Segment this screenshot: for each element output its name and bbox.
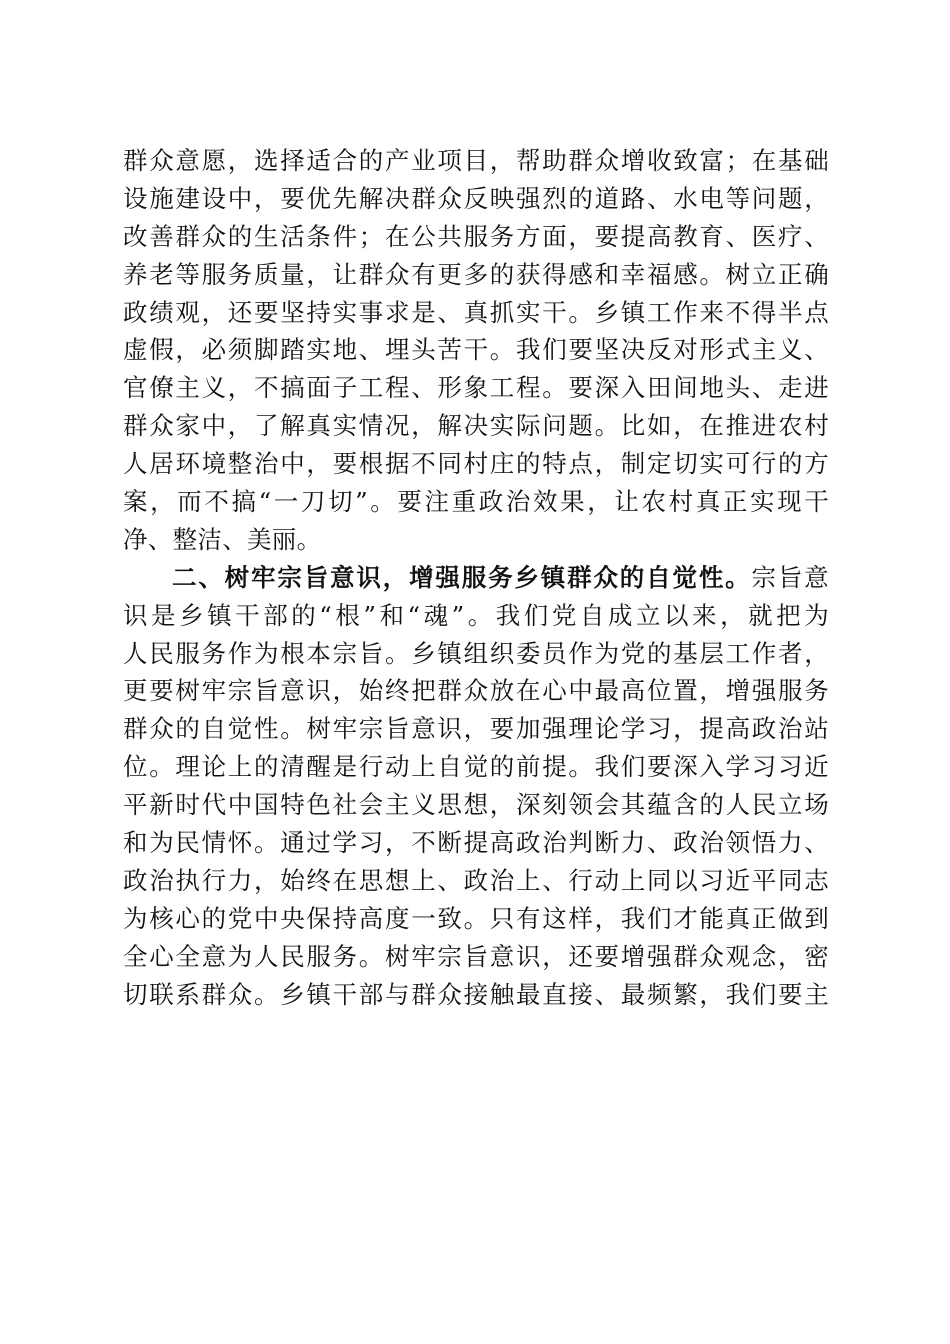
paragraph-1 (123, 142, 829, 559)
text-line: 平新时代中国特色社会主义思想，深刻领会其蕴含的人民立场 (123, 790, 829, 820)
text-line: 人居环境整治中，要根据不同村庄的特点，制定切实可行的方 (123, 449, 829, 479)
paragraph-first-line (123, 559, 829, 597)
text-line: 官僚主义，不搞面子工程、形象工程。要深入田间地头、走进 (123, 373, 829, 403)
text-line: 改善群众的生活条件；在公共服务方面，要提高教育、医疗、 (123, 221, 829, 251)
text-line: 群众家中，了解真实情况，解决实际问题。比如，在推进农村 (123, 411, 829, 441)
text-line: 虚假，必须脚踏实地、埋头苦干。我们要坚决反对形式主义、 (123, 335, 829, 365)
text-line: 群众的自觉性。树牢宗旨意识，要加强理论学习，提高政治站 (123, 714, 829, 744)
text-line: 和为民情怀。通过学习，不断提高政治判断力、政治领悟力、 (123, 828, 829, 858)
text-line: 全心全意为人民服务。树牢宗旨意识，还要增强群众观念，密 (123, 941, 829, 971)
text-line: 人民服务作为根本宗旨。乡镇组织委员作为党的基层工作者， (123, 638, 829, 668)
paragraph-2 (123, 559, 829, 1014)
text-line: 位。理论上的清醒是行动上自觉的前提。我们要深入学习习近 (123, 752, 829, 782)
text-line: 设施建设中，要优先解决群众反映强烈的道路、水电等问题， (123, 183, 829, 213)
text-line: 政绩观，还要坚持实事求是、真抓实干。乡镇工作来不得半点 (123, 297, 829, 327)
text-line: 识是乡镇干部的“根”和“魂”。我们党自成立以来，就把为 (123, 600, 829, 630)
text-line: 更要树牢宗旨意识，始终把群众放在心中最高位置，增强服务 (123, 676, 829, 706)
text-line: 净、整洁、美丽。 (123, 524, 322, 554)
section-heading: 二、树牢宗旨意识，增强服务乡镇群众的自觉性。 (172, 562, 752, 592)
text-line: 为核心的党中央保持高度一致。只有这样，我们才能真正做到 (123, 903, 829, 933)
text-line: 养老等服务质量，让群众有更多的获得感和幸福感。树立正确 (123, 259, 829, 289)
text-line: 案，而不搞“一刀切”。要注重政治效果，让农村真正实现干 (123, 487, 829, 517)
text-line: 切联系群众。乡镇干部与群众接触最直接、最频繁，我们要主 (123, 979, 829, 1009)
text-line: 群众意愿，选择适合的产业项目，帮助群众增收致富；在基础 (123, 146, 829, 175)
text-run: 宗旨意 (751, 562, 829, 592)
document-body (123, 142, 829, 1013)
text-line: 政治执行力，始终在思想上、政治上、行动上同以习近平同志 (123, 865, 829, 895)
